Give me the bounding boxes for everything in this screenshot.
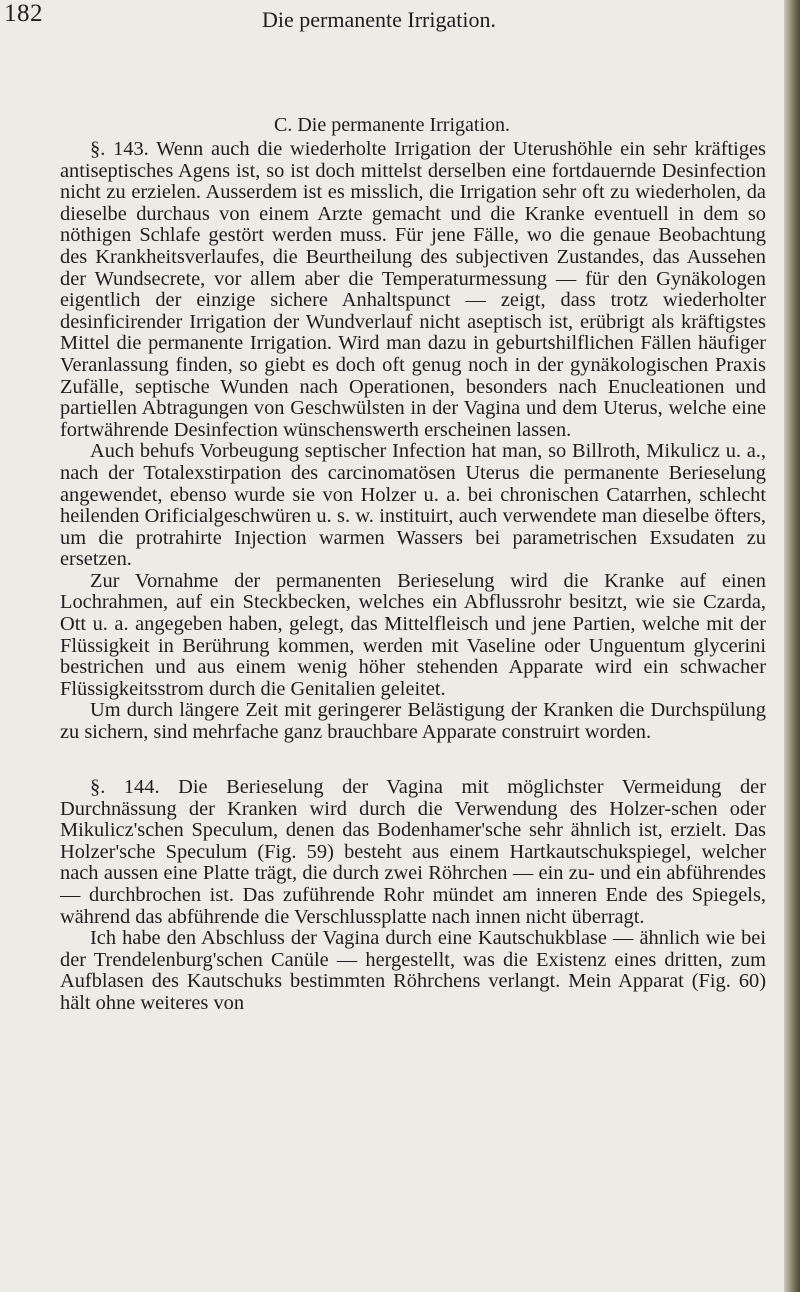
paragraph-apparatus: Um durch längere Zeit mit geringerer Belästigung der Kranken die Durchspülung zu sichern, sind mehrfache ganz brauchbare Apparate construirt worden.	[60, 699, 766, 744]
paragraph-144: §. 144. Die Berieselung der Vagina mit möglichster Vermeidung der Durchnässung der Kranken wird durch die Verwendung des Holzer-schen oder Mikulicz'schen Speculum, denen das Bodenhamer'sche sehr ähnlich ist, erzielt. Das Holzer'sche Speculum (Fig. 59) besteht aus einem Hartkautschukspiegel, welcher nach aussen eine Platte trägt, die durch zwei Röhrchen — ein zu- und ein abführendes — durchbrochen ist. Das zuführende Rohr mündet am inneren Ende des Spiegels, während das abführende die Verschlussplatte nach innen nicht überragt.	[60, 776, 766, 928]
running-head: Die permanente Irrigation.	[262, 7, 496, 32]
paragraph-prophylaxis: Auch behufs Vorbeugung septischer Infection hat man, so Billroth, Mikulicz u. a., nach der Totalexstirpation des carcinomatösen Uterus die permanente Berieselung angewendet, ebenso wurde sie von Holzer u. a. bei chronischen Catarrhen, schlecht heilenden Orificialgeschwüren u. s. w. instituirt, auch verwendete man dieselbe öfters, um die protrahirte Injection warmen Wassers bei parametrischen Exsudaten zu ersetzen.	[60, 440, 766, 571]
paragraph-own-apparatus: Ich habe den Abschluss der Vagina durch eine Kautschukblase — ähnlich wie bei der Trendelenburg'schen Canüle — hergestellt, was die Existenz eines dritten, zum Aufblasen des Kautschuks bestimmten Röhrchens verlangt. Mein Apparat (Fig. 60) hält ohne weiteres von	[60, 927, 766, 1014]
paragraph-143: §. 143. Wenn auch die wiederholte Irrigation der Uterushöhle ein sehr kräftiges antiseptisches Agens ist, so ist doch mittelst derselben eine fortdauernde Desinfection nicht zu erzielen. Ausserdem ist es misslich, die Irrigation sehr oft zu wiederholen, da dieselbe durchaus von einem Arzte gemacht und die Kranke eventuell in dem so nöthigen Schlafe gestört werden muss. Für jene Fälle, wo die genaue Beobachtung des Krankheitsverlaufes, die Beurtheilung des subjectiven Zustandes, das Aussehen der Wundsecrete, vor allem aber die Temperaturmessung — für den Gynäkologen eigentlich der einzige sichere Anhaltspunct — zeigt, dass trotz wiederholter desinficirender Irrigation der Wundverlauf nicht aseptisch ist, erübrigt als kräftigstes Mittel die permanente Irrigation. Wird man dazu in geburtshilflichen Fällen häufiger Veranlassung finden, so giebt es doch oft genug noch in der gynäkologischen Praxis Zufälle, septische Wunden nach Operationen, besonders nach Enucleationen und partiellen Abtragungen von Geschwülsten in der Vagina und dem Uterus, welche eine fortwährende Desinfection wünschenswerth erscheinen lassen.	[60, 138, 766, 441]
page-edge-shadow	[784, 0, 800, 1292]
page-number: 182	[4, 0, 43, 27]
body-text-lower	[60, 777, 766, 1015]
paragraph-procedure: Zur Vornahme der permanenten Berieselung wird die Kranke auf einen Lochrahmen, auf ein Steckbecken, welches ein Abflussrohr besitzt, wie sie Czarda, Ott u. a. angegeben haben, gelegt, das Mittelfleisch und jene Partien, welche mit der Flüssigkeit in Berührung kommen, werden mit Vaseline oder Unguentum glycerini bestrichen und aus einem wenig höher stehenden Apparate wird ein schwacher Flüssigkeitsstrom durch die Genitalien geleitet.	[60, 569, 766, 700]
body-text-upper	[60, 139, 766, 744]
section-title: C. Die permanente Irrigation.	[273, 114, 511, 136]
